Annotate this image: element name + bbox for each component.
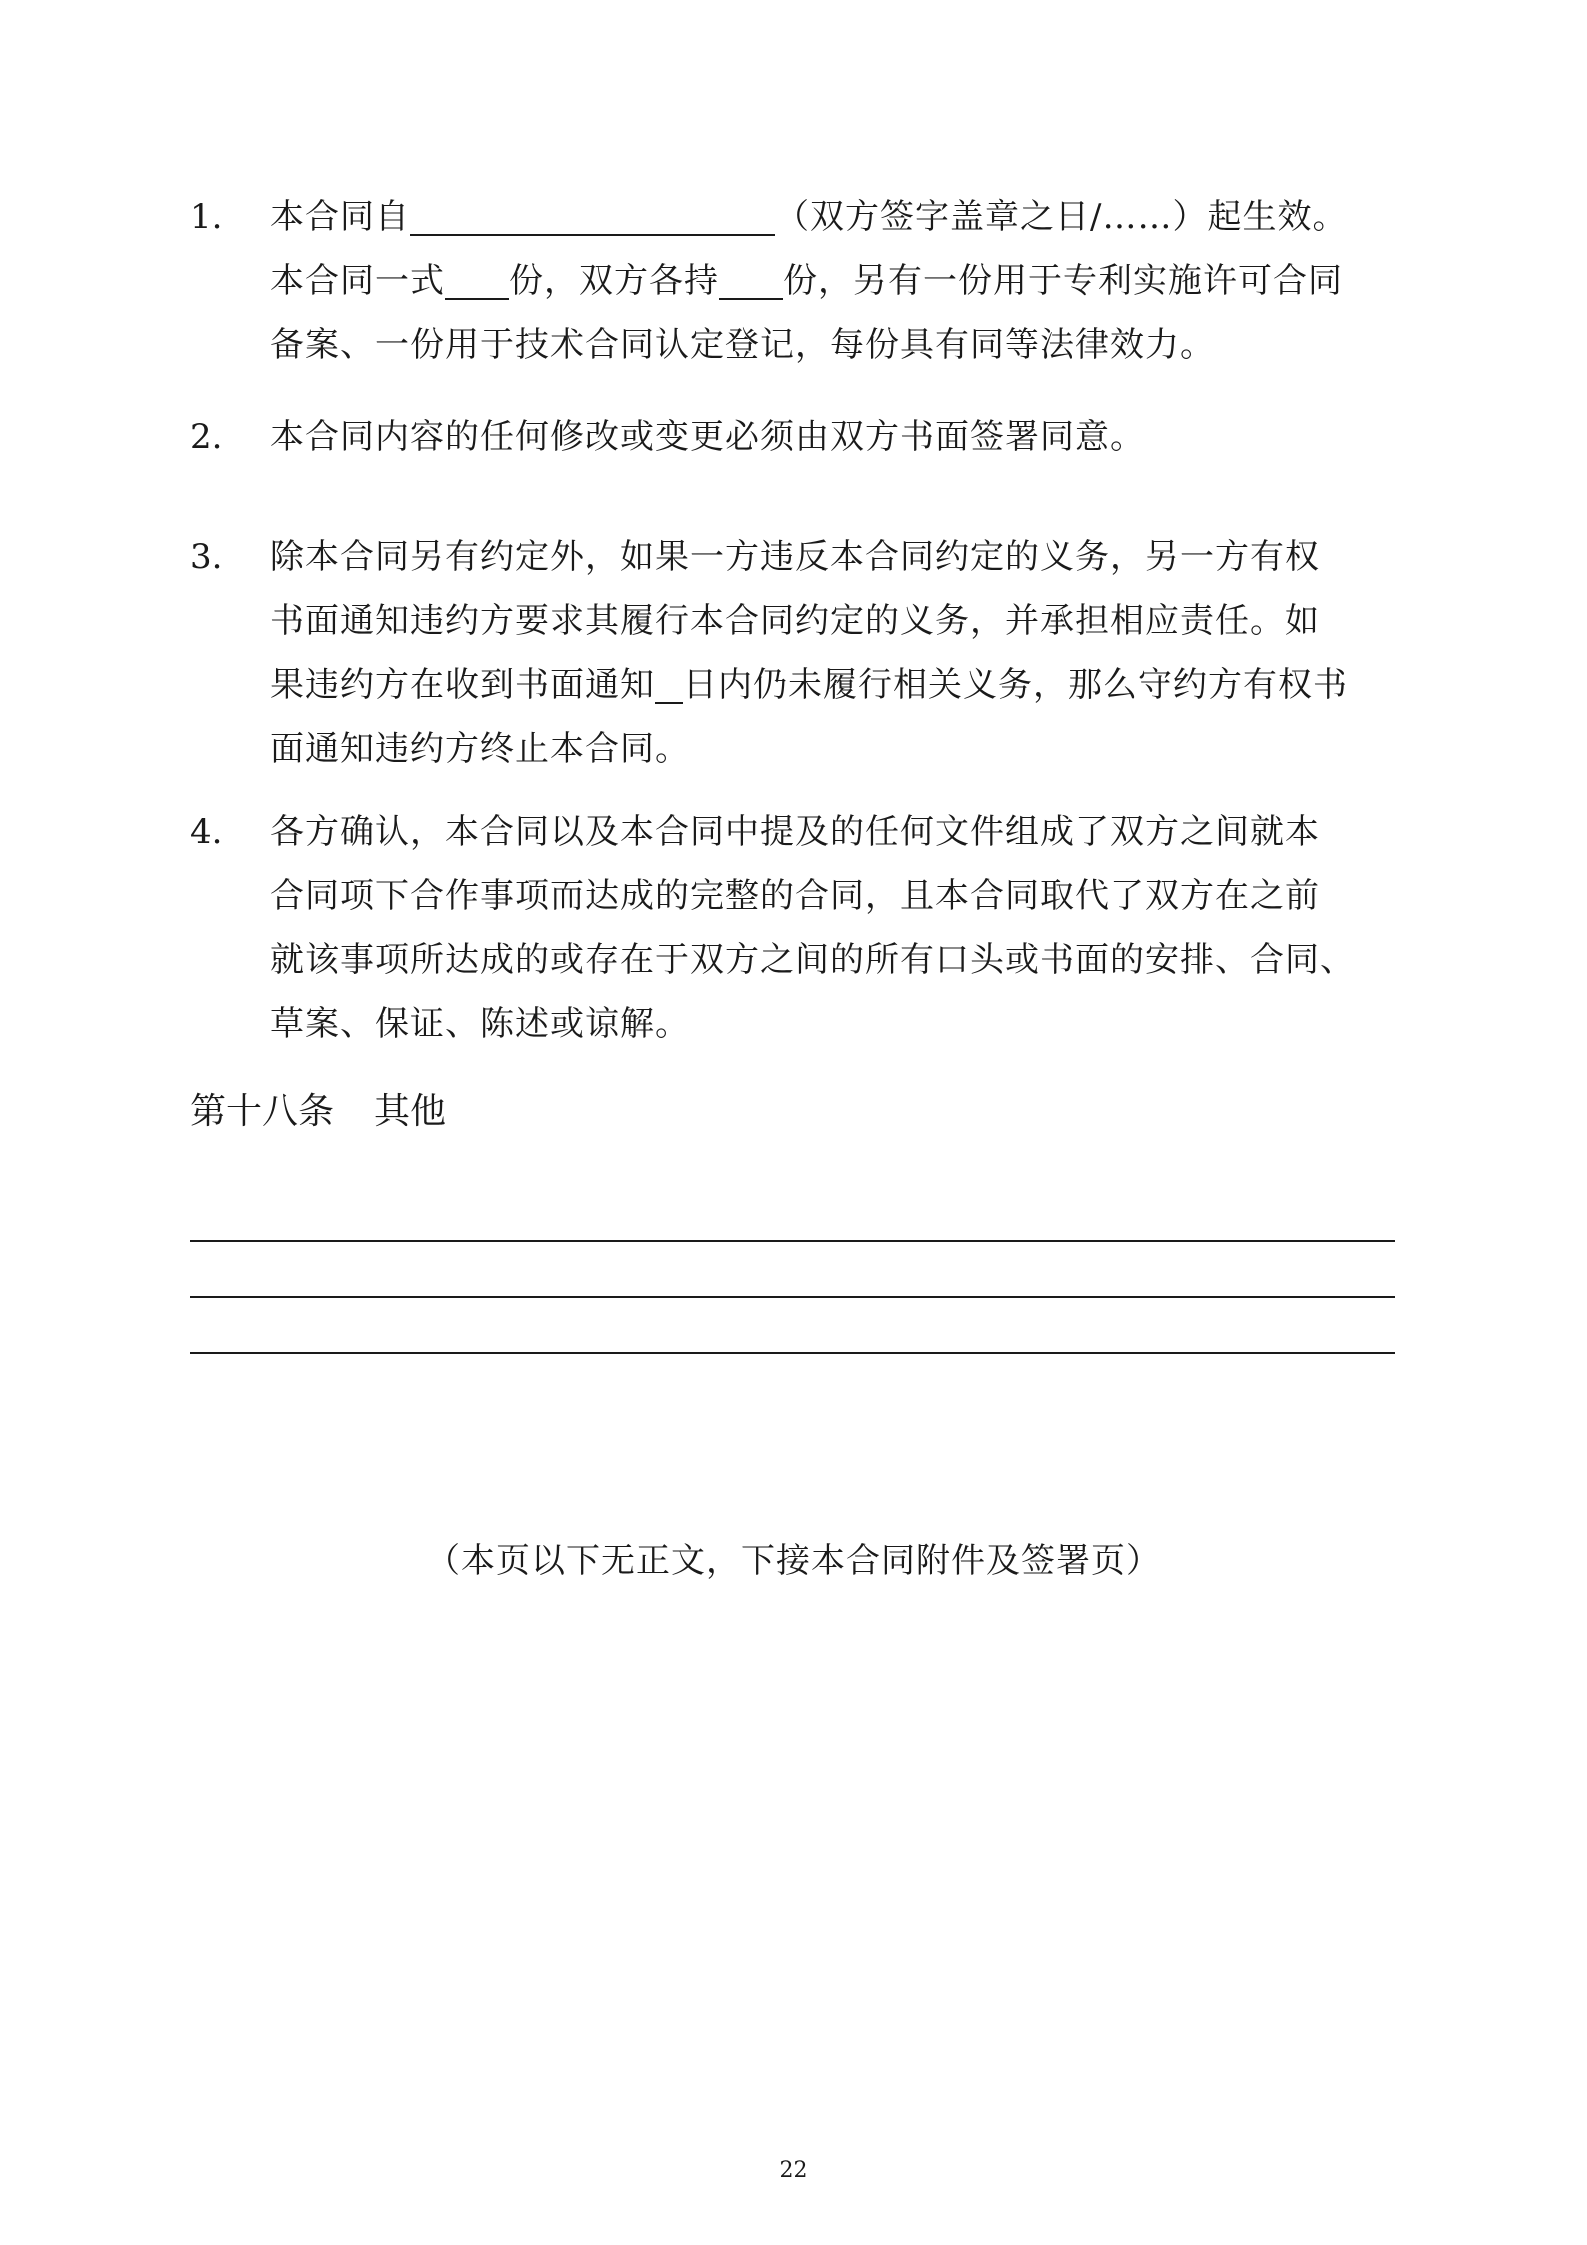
clause-line: 草案、保证、陈述或谅解。 — [270, 1004, 690, 1044]
article-title: 其他 — [374, 1091, 447, 1132]
clause-line: 除本合同另有约定外，如果一方违反本合同约定的义务，另一方有权 — [270, 537, 1320, 577]
clause-text: 本合同自 — [270, 197, 410, 237]
clause-body — [270, 525, 1410, 781]
clause-number: 4. — [190, 812, 223, 852]
clause-line: 备案、一份用于技术合同认定登记，每份具有同等法律效力。 — [270, 325, 1215, 365]
clause-text: 份，双方各持 — [509, 261, 719, 301]
clause-body — [270, 405, 1410, 469]
effective-date-blank — [410, 194, 775, 236]
clause-body — [270, 185, 1410, 377]
clause-text: 份，另有一份用于专利实施许可合同 — [783, 261, 1343, 301]
notice-days-blank — [655, 662, 683, 704]
copies-each-blank — [719, 258, 783, 300]
blank-fill-line — [190, 1240, 1395, 1242]
clause-text: 果违约方在收到书面通知 — [270, 665, 655, 705]
clause-number: 3. — [190, 537, 223, 577]
blank-fill-line — [190, 1352, 1395, 1354]
blank-fill-line — [190, 1296, 1395, 1298]
clause-text: （双方签字盖章之日/……）起生效。 — [775, 197, 1348, 237]
clause-line — [270, 653, 1410, 717]
clause-number: 1. — [190, 197, 223, 237]
clause-line: 书面通知违约方要求其履行本合同约定的义务，并承担相应责任。如 — [270, 601, 1320, 641]
clause-line: 合同项下合作事项而达成的完整的合同，且本合同取代了双方在之前 — [270, 876, 1320, 916]
article-number: 第十八条 — [190, 1091, 335, 1132]
clause-line: 面通知违约方终止本合同。 — [270, 729, 690, 769]
clause-number: 2. — [190, 417, 223, 457]
clause-text: 日内仍未履行相关义务，那么守约方有权书 — [683, 665, 1348, 705]
article-heading — [190, 1080, 446, 1144]
page-number: 22 — [779, 2158, 808, 2183]
copies-total-blank — [445, 258, 509, 300]
clause-line — [270, 249, 1410, 313]
end-of-text-note: （本页以下无正文，下接本合同附件及签署页） — [426, 1541, 1161, 1581]
clause-line: 本合同内容的任何修改或变更必须由双方书面签署同意。 — [270, 417, 1145, 457]
clause-line: 各方确认，本合同以及本合同中提及的任何文件组成了双方之间就本 — [270, 812, 1320, 852]
clause-text: 本合同一式 — [270, 261, 445, 301]
clause-line: 就该事项所达成的或存在于双方之间的所有口头或书面的安排、合同、 — [270, 940, 1355, 980]
clause-body — [270, 800, 1410, 1056]
clause-line — [270, 185, 1410, 249]
